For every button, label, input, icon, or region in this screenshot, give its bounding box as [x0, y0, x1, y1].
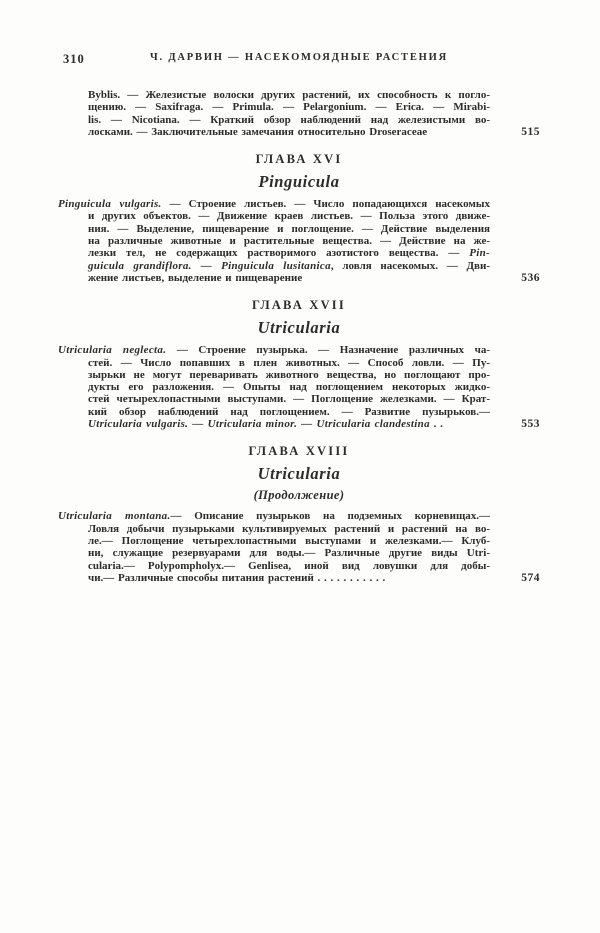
- toc-entry-text: [58, 198, 490, 284]
- toc-entry-line: [88, 357, 490, 369]
- species-name: guicula grandiflora. — Pinguicula lusitanica: [88, 259, 331, 272]
- toc-entry-line: [88, 393, 490, 405]
- entry-text-segment: стей. — Число попавших в плен животных. — Способ ловли. — Пу-: [88, 356, 490, 369]
- toc-entry-line: [88, 260, 490, 272]
- entry-text-segment: щению. — Saxifraga. — Primula. — Pelargonium. — Erica. — Mirabi-: [88, 101, 490, 114]
- toc-entry-line: [88, 547, 490, 559]
- toc-entry-line: [88, 381, 490, 393]
- page-ref: 574: [521, 571, 540, 584]
- page-ref: 536: [521, 271, 540, 284]
- chapter-subtitle: Utricularia: [257, 464, 341, 484]
- species-name: Utricularia neglecta.: [58, 344, 167, 357]
- toc-entry-line: [58, 344, 490, 356]
- toc: [58, 89, 540, 584]
- toc-entry-line: [88, 572, 490, 584]
- toc-entry: [58, 198, 540, 284]
- entry-text-segment: кий обзор наблюдений над поглощением. — Развитие пузырьков.—: [88, 405, 490, 418]
- chapter-heading: ГЛАВА XVII: [252, 298, 346, 313]
- entry-text-segment: ле.— Поглощение четырехлопастными выступами и железками.— Клуб-: [88, 534, 490, 547]
- toc-entry-line: [58, 510, 490, 522]
- toc-entry-line: [88, 369, 490, 381]
- toc-entry-text: [88, 89, 490, 138]
- toc-entry: [58, 344, 540, 430]
- chapter-subtitle: Utricularia: [257, 318, 341, 338]
- entry-text-segment: на различные животные и растительные вещества. — Действие на же-: [88, 235, 490, 248]
- entry-text-segment: и других объектов. — Движение краев листьев. — Польза этого движе-: [88, 210, 490, 223]
- entry-text-segment: дукты его разложения. — Опыты над поглощением некоторых жидко-: [88, 381, 490, 394]
- toc-entry-line: [88, 101, 490, 113]
- toc-entry-text: [58, 510, 490, 584]
- toc-entry-line: [88, 223, 490, 235]
- entry-text-segment: , ловля насекомых. — Дви-: [330, 259, 490, 272]
- entry-text-segment: ни, служащие резервуарами для воды.— Различные другие виды Utri-: [88, 547, 490, 560]
- entry-text-segment: lis. — Nicotiana. — Краткий обзор наблюдений над железистыми во-: [88, 113, 490, 126]
- entry-text-segment: лосками. — Заключительные замечания относительно Droseraceae: [88, 125, 428, 138]
- toc-entry-line: [88, 114, 490, 126]
- toc-entry: [58, 510, 540, 584]
- entry-text-segment: лезки тел, не содержащих растворимого азотистого вещества. —: [88, 247, 470, 260]
- toc-entry: [58, 89, 540, 138]
- toc-entry-line: [88, 247, 490, 259]
- entry-text-segment: — Описание пузырьков на подземных корневищах.—: [170, 510, 490, 523]
- page-ref: 515: [521, 125, 540, 138]
- toc-entry-text: [58, 344, 490, 431]
- entry-text-segment: — Строение листьев. — Число попадающихся насекомых: [161, 198, 490, 211]
- toc-entry-line: [58, 198, 490, 210]
- toc-entry-line: [88, 272, 490, 284]
- entry-text-segment: зырьки не могут переваривать животного вещества, но поглощают про-: [88, 368, 490, 381]
- chapter-subnote: (Продолжение): [253, 488, 345, 503]
- species-name: Pin-: [469, 247, 490, 260]
- toc-entry-line: [88, 523, 490, 535]
- toc-entry-line: [88, 418, 490, 430]
- entry-text-segment: — Строение пузырька. — Назначение различных ча-: [166, 344, 490, 357]
- entry-text-segment: чи.— Различные способы питания растений . . . . . . . . . . .: [88, 571, 386, 584]
- page-number: 310: [63, 52, 85, 66]
- chapter-subtitle: Pinguicula: [258, 172, 340, 192]
- page-ref: 553: [521, 418, 540, 431]
- entry-text-segment: ния. — Выделение, пищеварение и поглощение. — Действие выделения: [88, 222, 490, 235]
- running-title: Ч. ДАРВИН — НАСЕКОМОЯДНЫЕ РАСТЕНИЯ: [150, 52, 448, 63]
- entry-text-segment: Ловля добычи пузырьками культивируемых растений и растений на во-: [88, 522, 490, 535]
- toc-entry-line: [88, 235, 490, 247]
- toc-entry-line: [88, 89, 490, 101]
- entry-text-segment: жение листьев, выделение и пищеварение: [88, 271, 303, 284]
- chapter-heading: ГЛАВА XVI: [255, 152, 343, 167]
- toc-entry-line: [88, 535, 490, 547]
- entry-text-segment: cularia.— Polypompholyx.— Genlisea, иной вид ловушки для добы-: [88, 559, 490, 572]
- running-head: [58, 52, 540, 66]
- toc-entry-line: [88, 210, 490, 222]
- toc-entry-line: [88, 560, 490, 572]
- species-name: Utricularia montana.: [58, 510, 171, 523]
- entry-text-segment: Byblis. — Железистые волоски других растений, их способность к погло-: [88, 89, 490, 101]
- toc-entry-line: [88, 126, 490, 138]
- entry-text-segment: . .: [429, 418, 443, 431]
- toc-entry-line: [88, 406, 490, 418]
- chapter-heading: ГЛАВА XVIII: [248, 444, 350, 459]
- entry-text-segment: стей четырехлопастными выступами. — Поглощение железками. — Крат-: [88, 393, 490, 406]
- species-name: Utricularia vulgaris. — Utricularia minor. — Utricularia clandestina: [88, 418, 430, 431]
- species-name: Pinguicula vulgaris.: [58, 198, 162, 211]
